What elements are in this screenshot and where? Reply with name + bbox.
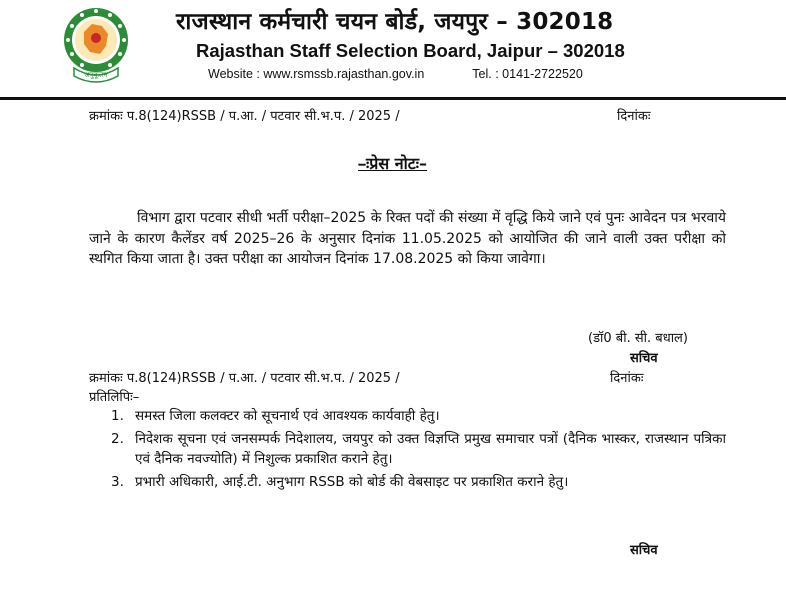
list-item [89, 429, 726, 470]
logo-banner-text: अनुकूलन [84, 71, 108, 79]
board-title-english: Rajasthan Staff Selection Board, Jaipur – 302018 [196, 40, 625, 61]
copy-signatory-title: सचिव [630, 543, 658, 558]
press-note-body: विभाग द्वारा पटवार सीधी भर्ती परीक्षा–2025 के रिक्त पदों की संख्या में वृद्धि किये जाने एवं पुनः आवेदन पत्र भरवाये जाने के कारण कैलेंडर वर्ष 2025–26 के अनुसार दिनांक 11.05.2025 को आयोजित की जाने वाली उक्त परीक्षा को स्थगित किया जाता है। उक्त परीक्षा का आयोजन दिनांक 17.08.2025 को किया जावेगा। [89, 210, 726, 267]
reference-number: क्रमांकः प.8(124)RSSB / प.आ. / पटवार सी.भ.प. / 2025 / [89, 109, 400, 124]
signatory-name: (डॉ0 बी. सी. बधाल) [588, 331, 688, 346]
list-item-text: समस्त जिला कलक्टर को सूचनार्थ एवं आवश्यक कार्यवाही हेतु। [135, 408, 440, 424]
website-text: Website : www.rsmssb.rajasthan.gov.in [208, 67, 425, 81]
telephone-text: Tel. : 0141-2722520 [472, 67, 583, 81]
list-item-text: प्रभारी अधिकारी, आई.टी. अनुभाग RSSB को बोर्ड की वेबसाइट पर प्रकाशित कराने हेतु। [135, 473, 569, 490]
board-logo [62, 2, 130, 84]
list-item-number: 3. [111, 473, 124, 490]
list-item [89, 406, 726, 427]
signatory-title: सचिव [630, 351, 658, 366]
press-note-heading: –ःप्रेस नोटः– [358, 154, 428, 173]
list-item-number: 1. [111, 408, 124, 424]
copy-reference-number: क्रमांकः प.8(124)RSSB / प.आ. / पटवार सी.भ.प. / 2025 / [89, 371, 400, 386]
copy-reference-date-label: दिनांकः [610, 371, 644, 386]
list-item [89, 472, 726, 493]
reference-date-label: दिनांकः [617, 109, 651, 124]
list-item-number: 2. [111, 430, 124, 447]
list-item-text: निदेशक सूचना एवं जनसम्पर्क निदेशालय, जयपुर को उक्त विज्ञप्ति प्रमुख समाचार पत्रों (दैनिक भास्कर, राजस्थान पत्रिका एवं दैनिक नवज्योति) में निशुल्क प्रकाशित कराने हेतु। [135, 430, 726, 467]
contact-line [208, 67, 583, 81]
copy-list [89, 406, 726, 494]
board-title-hindi: राजस्थान कर्मचारी चयन बोर्ड, जयपुर – 302018 [176, 9, 614, 35]
header-divider [0, 97, 786, 100]
copy-to-label: प्रतिलिपिः– [89, 390, 140, 405]
